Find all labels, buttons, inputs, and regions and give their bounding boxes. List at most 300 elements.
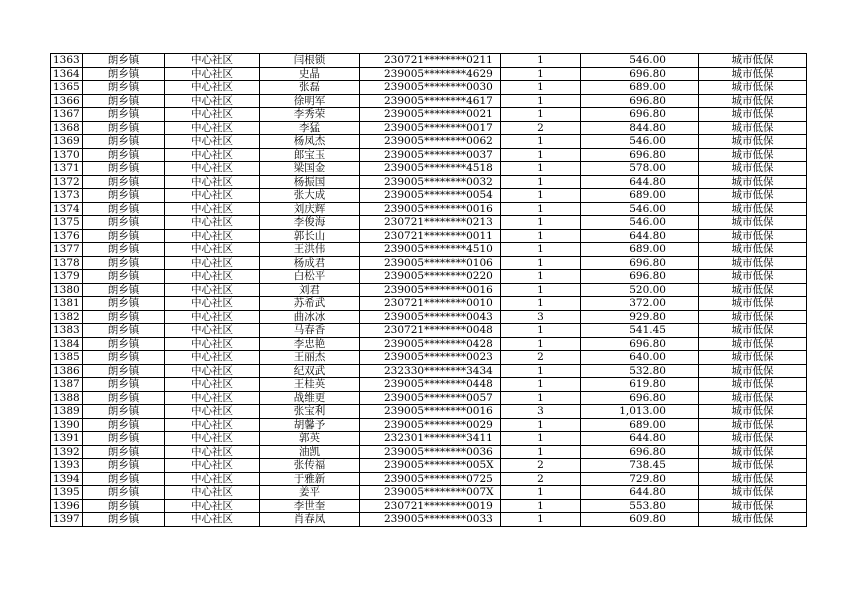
household-count-cell: 1 [501, 135, 581, 149]
name-cell: 李世奎 [260, 499, 360, 513]
row-number: 1390 [51, 418, 83, 432]
id-number-cell: 239005********0037 [360, 148, 501, 162]
benefit-type-cell: 城市低保 [699, 351, 807, 365]
community-cell: 中心社区 [165, 418, 260, 432]
table-row [51, 337, 807, 351]
benefit-type-cell: 城市低保 [699, 378, 807, 392]
row-number: 1395 [51, 486, 83, 500]
id-number-cell: 239005********0030 [360, 81, 501, 95]
town-cell: 朗乡镇 [83, 81, 165, 95]
name-cell: 张大成 [260, 189, 360, 203]
name-cell: 闫根锁 [260, 54, 360, 68]
household-count-cell: 1 [501, 445, 581, 459]
benefit-type-cell: 城市低保 [699, 391, 807, 405]
amount-cell: 689.00 [581, 81, 699, 95]
benefit-type-cell: 城市低保 [699, 189, 807, 203]
row-number: 1396 [51, 499, 83, 513]
row-number: 1375 [51, 216, 83, 230]
community-cell: 中心社区 [165, 405, 260, 419]
row-number: 1394 [51, 472, 83, 486]
table-row [51, 175, 807, 189]
amount-cell: 520.00 [581, 283, 699, 297]
amount-cell: 689.00 [581, 243, 699, 257]
town-cell: 朗乡镇 [83, 216, 165, 230]
name-cell: 于雅新 [260, 472, 360, 486]
amount-cell: 1,013.00 [581, 405, 699, 419]
household-count-cell: 1 [501, 54, 581, 68]
row-number: 1385 [51, 351, 83, 365]
id-number-cell: 239005********0725 [360, 472, 501, 486]
town-cell: 朗乡镇 [83, 162, 165, 176]
row-number: 1392 [51, 445, 83, 459]
row-number: 1381 [51, 297, 83, 311]
household-count-cell: 1 [501, 378, 581, 392]
row-number: 1373 [51, 189, 83, 203]
id-number-cell: 239005********0033 [360, 513, 501, 527]
name-cell: 姜平 [260, 486, 360, 500]
table-row [51, 202, 807, 216]
household-count-cell: 1 [501, 270, 581, 284]
row-number: 1368 [51, 121, 83, 135]
household-count-cell: 1 [501, 391, 581, 405]
benefit-type-cell: 城市低保 [699, 202, 807, 216]
town-cell: 朗乡镇 [83, 148, 165, 162]
amount-cell: 696.80 [581, 108, 699, 122]
town-cell: 朗乡镇 [83, 499, 165, 513]
table-row [51, 432, 807, 446]
community-cell: 中心社区 [165, 378, 260, 392]
id-number-cell: 239005********0428 [360, 337, 501, 351]
id-number-cell: 239005********0029 [360, 418, 501, 432]
benefit-type-cell: 城市低保 [699, 81, 807, 95]
benefit-type-cell: 城市低保 [699, 432, 807, 446]
data-table [50, 53, 807, 527]
benefit-type-cell: 城市低保 [699, 108, 807, 122]
table-row [51, 148, 807, 162]
name-cell: 曲冰冰 [260, 310, 360, 324]
table-row [51, 162, 807, 176]
benefit-type-cell: 城市低保 [699, 499, 807, 513]
amount-cell: 696.80 [581, 391, 699, 405]
table-row [51, 94, 807, 108]
name-cell: 肖春凤 [260, 513, 360, 527]
town-cell: 朗乡镇 [83, 189, 165, 203]
benefit-type-cell: 城市低保 [699, 472, 807, 486]
town-cell: 朗乡镇 [83, 229, 165, 243]
amount-cell: 689.00 [581, 189, 699, 203]
amount-cell: 696.80 [581, 256, 699, 270]
community-cell: 中心社区 [165, 202, 260, 216]
row-number: 1393 [51, 459, 83, 473]
town-cell: 朗乡镇 [83, 108, 165, 122]
community-cell: 中心社区 [165, 135, 260, 149]
name-cell: 杨振国 [260, 175, 360, 189]
benefit-type-cell: 城市低保 [699, 175, 807, 189]
id-number-cell: 239005********4518 [360, 162, 501, 176]
household-count-cell: 3 [501, 310, 581, 324]
table-row [51, 135, 807, 149]
amount-cell: 609.80 [581, 513, 699, 527]
id-number-cell: 239005********005X [360, 459, 501, 473]
community-cell: 中心社区 [165, 499, 260, 513]
household-count-cell: 2 [501, 121, 581, 135]
table-row [51, 216, 807, 230]
id-number-cell: 239005********007X [360, 486, 501, 500]
household-count-cell: 1 [501, 229, 581, 243]
household-count-cell: 1 [501, 81, 581, 95]
id-number-cell: 230721********0213 [360, 216, 501, 230]
benefit-type-cell: 城市低保 [699, 270, 807, 284]
name-cell: 白松平 [260, 270, 360, 284]
name-cell: 李忠艳 [260, 337, 360, 351]
table-row [51, 283, 807, 297]
table-row [51, 81, 807, 95]
community-cell: 中心社区 [165, 175, 260, 189]
row-number: 1382 [51, 310, 83, 324]
household-count-cell: 1 [501, 499, 581, 513]
row-number: 1376 [51, 229, 83, 243]
benefit-type-cell: 城市低保 [699, 283, 807, 297]
row-number: 1378 [51, 256, 83, 270]
name-cell: 张宝利 [260, 405, 360, 419]
community-cell: 中心社区 [165, 513, 260, 527]
table-row [51, 405, 807, 419]
name-cell: 胡馨予 [260, 418, 360, 432]
town-cell: 朗乡镇 [83, 378, 165, 392]
benefit-type-cell: 城市低保 [699, 297, 807, 311]
amount-cell: 696.80 [581, 148, 699, 162]
amount-cell: 644.80 [581, 486, 699, 500]
household-count-cell: 1 [501, 283, 581, 297]
amount-cell: 689.00 [581, 418, 699, 432]
household-count-cell: 1 [501, 486, 581, 500]
benefit-type-cell: 城市低保 [699, 54, 807, 68]
town-cell: 朗乡镇 [83, 121, 165, 135]
table-row [51, 270, 807, 284]
table-row [51, 459, 807, 473]
benefit-type-cell: 城市低保 [699, 486, 807, 500]
household-count-cell: 1 [501, 513, 581, 527]
table-row [51, 256, 807, 270]
amount-cell: 929.80 [581, 310, 699, 324]
row-number: 1389 [51, 405, 83, 419]
household-count-cell: 1 [501, 364, 581, 378]
community-cell: 中心社区 [165, 256, 260, 270]
amount-cell: 546.00 [581, 202, 699, 216]
row-number: 1364 [51, 67, 83, 81]
table-row [51, 67, 807, 81]
name-cell: 徐明军 [260, 94, 360, 108]
amount-cell: 696.80 [581, 270, 699, 284]
community-cell: 中心社区 [165, 229, 260, 243]
name-cell: 李俊海 [260, 216, 360, 230]
row-number: 1367 [51, 108, 83, 122]
benefit-type-cell: 城市低保 [699, 162, 807, 176]
benefit-type-cell: 城市低保 [699, 229, 807, 243]
household-count-cell: 1 [501, 189, 581, 203]
name-cell: 纪双武 [260, 364, 360, 378]
amount-cell: 532.80 [581, 364, 699, 378]
community-cell: 中心社区 [165, 337, 260, 351]
community-cell: 中心社区 [165, 67, 260, 81]
id-number-cell: 239005********0106 [360, 256, 501, 270]
town-cell: 朗乡镇 [83, 270, 165, 284]
benefit-type-cell: 城市低保 [699, 216, 807, 230]
amount-cell: 578.00 [581, 162, 699, 176]
community-cell: 中心社区 [165, 189, 260, 203]
table-row [51, 108, 807, 122]
town-cell: 朗乡镇 [83, 405, 165, 419]
amount-cell: 546.00 [581, 54, 699, 68]
id-number-cell: 239005********0062 [360, 135, 501, 149]
benefit-type-cell: 城市低保 [699, 148, 807, 162]
id-number-cell: 239005********4617 [360, 94, 501, 108]
id-number-cell: 239005********0017 [360, 121, 501, 135]
amount-cell: 372.00 [581, 297, 699, 311]
row-number: 1379 [51, 270, 83, 284]
town-cell: 朗乡镇 [83, 513, 165, 527]
id-number-cell: 232301********3411 [360, 432, 501, 446]
community-cell: 中心社区 [165, 148, 260, 162]
amount-cell: 738.45 [581, 459, 699, 473]
id-number-cell: 239005********0016 [360, 405, 501, 419]
name-cell: 郭长山 [260, 229, 360, 243]
id-number-cell: 239005********0220 [360, 270, 501, 284]
row-number: 1383 [51, 324, 83, 338]
household-count-cell: 1 [501, 148, 581, 162]
benefit-type-cell: 城市低保 [699, 243, 807, 257]
name-cell: 战维更 [260, 391, 360, 405]
row-number: 1386 [51, 364, 83, 378]
household-count-cell: 2 [501, 472, 581, 486]
row-number: 1366 [51, 94, 83, 108]
town-cell: 朗乡镇 [83, 459, 165, 473]
name-cell: 杨凤杰 [260, 135, 360, 149]
row-number: 1377 [51, 243, 83, 257]
town-cell: 朗乡镇 [83, 297, 165, 311]
table-row [51, 486, 807, 500]
name-cell: 王丽杰 [260, 351, 360, 365]
household-count-cell: 1 [501, 175, 581, 189]
town-cell: 朗乡镇 [83, 135, 165, 149]
table-row [51, 189, 807, 203]
id-number-cell: 230721********0010 [360, 297, 501, 311]
benefit-type-cell: 城市低保 [699, 324, 807, 338]
row-number: 1387 [51, 378, 83, 392]
community-cell: 中心社区 [165, 216, 260, 230]
table-row [51, 499, 807, 513]
amount-cell: 644.80 [581, 175, 699, 189]
table-row [51, 418, 807, 432]
town-cell: 朗乡镇 [83, 94, 165, 108]
table-row [51, 54, 807, 68]
amount-cell: 844.80 [581, 121, 699, 135]
name-cell: 郭英 [260, 432, 360, 446]
row-number: 1369 [51, 135, 83, 149]
community-cell: 中心社区 [165, 364, 260, 378]
community-cell: 中心社区 [165, 81, 260, 95]
community-cell: 中心社区 [165, 270, 260, 284]
community-cell: 中心社区 [165, 432, 260, 446]
household-count-cell: 1 [501, 418, 581, 432]
id-number-cell: 239005********0032 [360, 175, 501, 189]
row-number: 1391 [51, 432, 83, 446]
community-cell: 中心社区 [165, 310, 260, 324]
town-cell: 朗乡镇 [83, 256, 165, 270]
id-number-cell: 239005********4510 [360, 243, 501, 257]
town-cell: 朗乡镇 [83, 324, 165, 338]
community-cell: 中心社区 [165, 459, 260, 473]
id-number-cell: 239005********0016 [360, 202, 501, 216]
town-cell: 朗乡镇 [83, 310, 165, 324]
benefit-type-cell: 城市低保 [699, 337, 807, 351]
town-cell: 朗乡镇 [83, 283, 165, 297]
row-number: 1372 [51, 175, 83, 189]
benefit-type-cell: 城市低保 [699, 94, 807, 108]
household-count-cell: 1 [501, 243, 581, 257]
id-number-cell: 239005********0057 [360, 391, 501, 405]
table-row [51, 364, 807, 378]
name-cell: 张传福 [260, 459, 360, 473]
household-count-cell: 3 [501, 405, 581, 419]
amount-cell: 696.80 [581, 337, 699, 351]
household-count-cell: 1 [501, 216, 581, 230]
town-cell: 朗乡镇 [83, 391, 165, 405]
community-cell: 中心社区 [165, 472, 260, 486]
id-number-cell: 230721********0211 [360, 54, 501, 68]
table-row [51, 472, 807, 486]
row-number: 1370 [51, 148, 83, 162]
row-number: 1384 [51, 337, 83, 351]
community-cell: 中心社区 [165, 108, 260, 122]
household-count-cell: 1 [501, 324, 581, 338]
town-cell: 朗乡镇 [83, 432, 165, 446]
id-number-cell: 239005********0448 [360, 378, 501, 392]
benefit-type-cell: 城市低保 [699, 135, 807, 149]
row-number: 1371 [51, 162, 83, 176]
household-count-cell: 1 [501, 256, 581, 270]
id-number-cell: 230721********0048 [360, 324, 501, 338]
id-number-cell: 239005********0021 [360, 108, 501, 122]
town-cell: 朗乡镇 [83, 351, 165, 365]
name-cell: 王桂英 [260, 378, 360, 392]
id-number-cell: 230721********0019 [360, 499, 501, 513]
id-number-cell: 239005********0036 [360, 445, 501, 459]
town-cell: 朗乡镇 [83, 418, 165, 432]
row-number: 1380 [51, 283, 83, 297]
town-cell: 朗乡镇 [83, 67, 165, 81]
community-cell: 中心社区 [165, 283, 260, 297]
table-row [51, 297, 807, 311]
household-count-cell: 1 [501, 202, 581, 216]
community-cell: 中心社区 [165, 94, 260, 108]
amount-cell: 644.80 [581, 229, 699, 243]
amount-cell: 644.80 [581, 432, 699, 446]
row-number: 1388 [51, 391, 83, 405]
town-cell: 朗乡镇 [83, 486, 165, 500]
benefit-type-cell: 城市低保 [699, 364, 807, 378]
amount-cell: 696.80 [581, 94, 699, 108]
name-cell: 油凯 [260, 445, 360, 459]
amount-cell: 546.00 [581, 216, 699, 230]
id-number-cell: 239005********0043 [360, 310, 501, 324]
row-number: 1363 [51, 54, 83, 68]
household-count-cell: 1 [501, 67, 581, 81]
table-row [51, 229, 807, 243]
benefit-type-cell: 城市低保 [699, 121, 807, 135]
community-cell: 中心社区 [165, 297, 260, 311]
household-count-cell: 1 [501, 108, 581, 122]
amount-cell: 696.80 [581, 445, 699, 459]
name-cell: 刘庆辉 [260, 202, 360, 216]
id-number-cell: 239005********4629 [360, 67, 501, 81]
id-number-cell: 232330********3434 [360, 364, 501, 378]
household-count-cell: 2 [501, 459, 581, 473]
town-cell: 朗乡镇 [83, 175, 165, 189]
town-cell: 朗乡镇 [83, 54, 165, 68]
name-cell: 梁国金 [260, 162, 360, 176]
table-row [51, 378, 807, 392]
community-cell: 中心社区 [165, 351, 260, 365]
name-cell: 杨成君 [260, 256, 360, 270]
table-row [51, 243, 807, 257]
household-count-cell: 1 [501, 432, 581, 446]
amount-cell: 640.00 [581, 351, 699, 365]
name-cell: 李秀荣 [260, 108, 360, 122]
row-number: 1374 [51, 202, 83, 216]
household-count-cell: 1 [501, 297, 581, 311]
name-cell: 王洪伟 [260, 243, 360, 257]
benefit-type-cell: 城市低保 [699, 445, 807, 459]
table-row [51, 445, 807, 459]
community-cell: 中心社区 [165, 54, 260, 68]
community-cell: 中心社区 [165, 445, 260, 459]
benefit-type-cell: 城市低保 [699, 310, 807, 324]
community-cell: 中心社区 [165, 324, 260, 338]
name-cell: 马春香 [260, 324, 360, 338]
benefit-type-cell: 城市低保 [699, 405, 807, 419]
table-row [51, 310, 807, 324]
name-cell: 刘君 [260, 283, 360, 297]
benefit-type-cell: 城市低保 [699, 513, 807, 527]
id-number-cell: 239005********0023 [360, 351, 501, 365]
table-row [51, 513, 807, 527]
town-cell: 朗乡镇 [83, 337, 165, 351]
amount-cell: 541.45 [581, 324, 699, 338]
community-cell: 中心社区 [165, 391, 260, 405]
amount-cell: 546.00 [581, 135, 699, 149]
household-count-cell: 1 [501, 94, 581, 108]
benefit-type-cell: 城市低保 [699, 418, 807, 432]
town-cell: 朗乡镇 [83, 445, 165, 459]
name-cell: 郎宝玉 [260, 148, 360, 162]
amount-cell: 729.80 [581, 472, 699, 486]
table-row [51, 324, 807, 338]
household-count-cell: 2 [501, 351, 581, 365]
town-cell: 朗乡镇 [83, 364, 165, 378]
benefit-type-cell: 城市低保 [699, 67, 807, 81]
table-row [51, 391, 807, 405]
id-number-cell: 239005********0016 [360, 283, 501, 297]
amount-cell: 619.80 [581, 378, 699, 392]
amount-cell: 696.80 [581, 67, 699, 81]
name-cell: 李猛 [260, 121, 360, 135]
community-cell: 中心社区 [165, 243, 260, 257]
household-count-cell: 1 [501, 162, 581, 176]
table-row [51, 351, 807, 365]
community-cell: 中心社区 [165, 486, 260, 500]
name-cell: 苏希武 [260, 297, 360, 311]
